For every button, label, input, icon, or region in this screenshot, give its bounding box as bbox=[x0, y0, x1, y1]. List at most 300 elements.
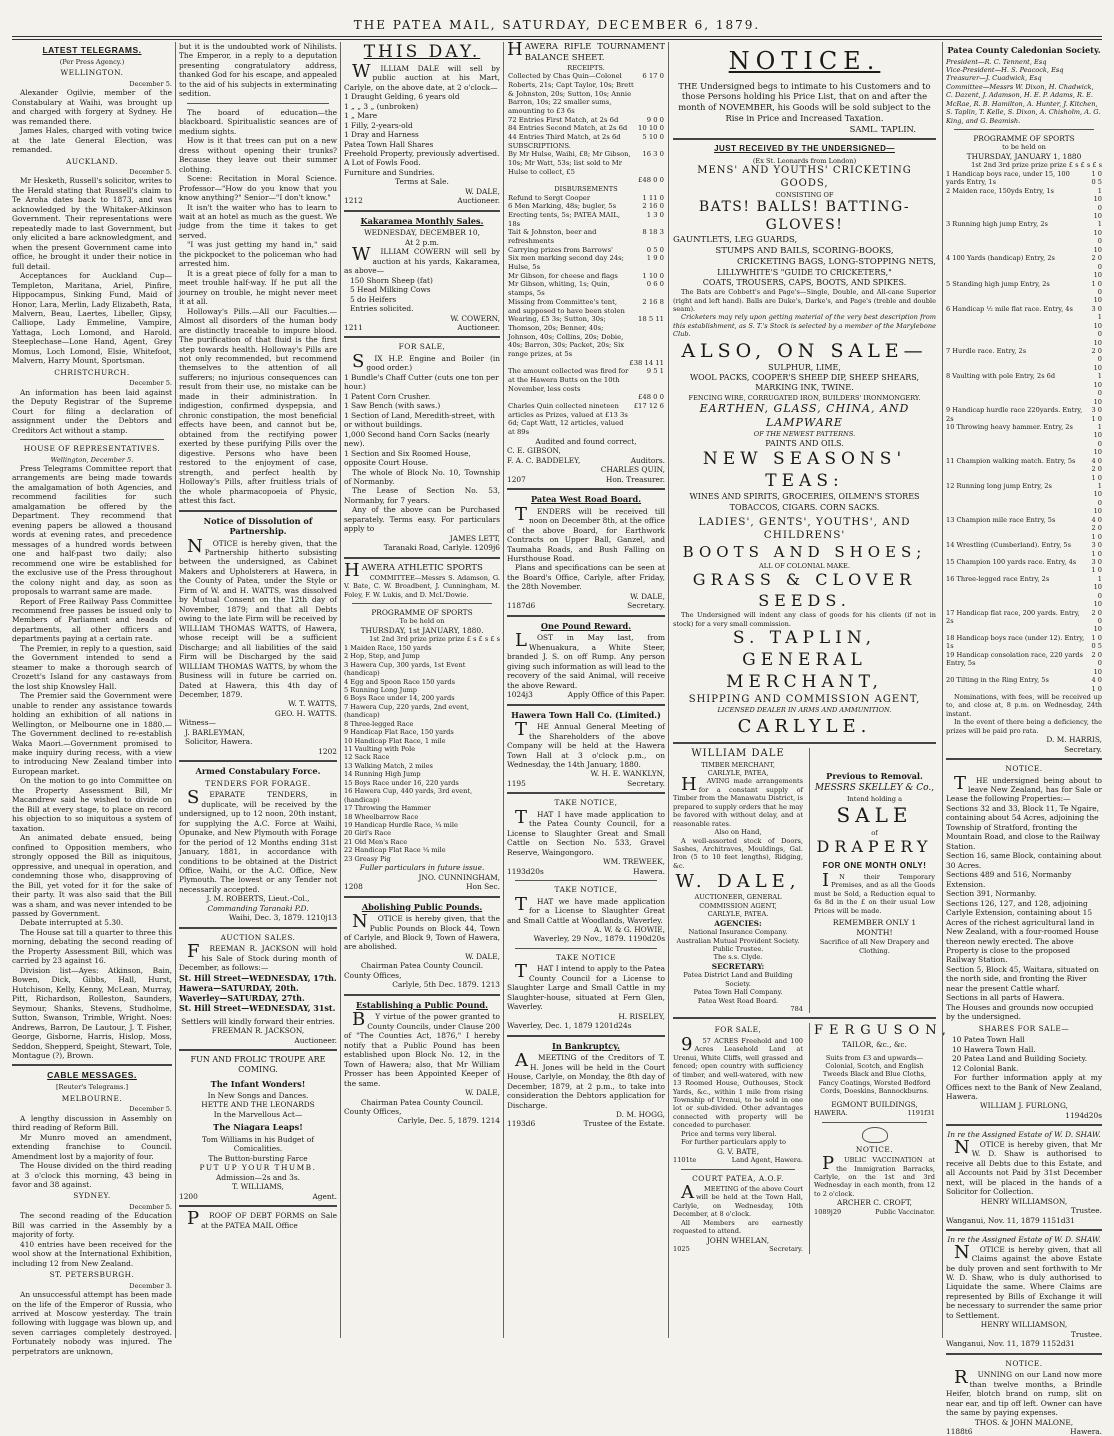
removal-line: Sacrifice of all New Drapery and Clothing. bbox=[819, 938, 930, 955]
signature: Hawera. bbox=[1070, 1427, 1102, 1436]
paragraph: Scene: Recitation in Moral Science. Professor—"How do you know that you know anything?" Senior—"I don't know." bbox=[179, 174, 337, 203]
paragraph: Nominations, with fees, will be received up to, and close at, 8 p.m. on Wednesday, 24th instant. bbox=[946, 692, 1102, 718]
signature: County Offices, bbox=[344, 970, 402, 980]
list-item: 1 Draught Gelding, 6 years old bbox=[344, 92, 460, 102]
list-item: Section 391, Normanby. bbox=[946, 889, 1037, 899]
paragraph: IN their Temporary Premises, and as all the Goods must be Sold, a Reduction equal to 6s 8d in the £ on their usual Low Prices will be made. bbox=[814, 869, 935, 915]
signature: Secretary. bbox=[1064, 744, 1102, 754]
list-item: 11 Vaulting with Pole bbox=[344, 745, 416, 753]
row-label: Mr Gibson, for cheese and flags bbox=[508, 271, 618, 280]
witness-name: J. BARLEYMAN, bbox=[185, 727, 245, 737]
signature: ARCHER C. CROFT, bbox=[837, 1198, 912, 1208]
date: December 5. bbox=[129, 167, 172, 176]
caledonian-events-table bbox=[946, 170, 1102, 693]
list-item: 1 Section and Six Roomed House, opposite Court House. bbox=[344, 448, 471, 468]
newspaper-title: THE PATEA MAIL, SATURDAY, DECEMBER 6, 1879. bbox=[353, 18, 761, 32]
signature: W. DALE, bbox=[465, 951, 500, 961]
goods-line: BATS! BALLS! BATTING-GLOVES! bbox=[698, 199, 911, 234]
dale-items-list bbox=[344, 92, 500, 177]
take-notice-heading: TAKE NOTICE, bbox=[554, 798, 618, 808]
table-row bbox=[507, 133, 665, 142]
divider bbox=[946, 1229, 1102, 1231]
audit-note: Audited and found correct, bbox=[535, 436, 637, 446]
taplin-name: S. TAPLIN, bbox=[732, 628, 877, 649]
table-row bbox=[507, 254, 665, 271]
ad-number: 1200 bbox=[179, 1191, 198, 1201]
divider bbox=[673, 138, 936, 140]
list-item: 9 Handicap Flat Race, 150 yards bbox=[344, 728, 454, 737]
list-item: 1 Maiden Race, 150 yards bbox=[344, 643, 432, 652]
divider bbox=[946, 1124, 1102, 1126]
table-row bbox=[946, 609, 1102, 634]
paragraph: Suits from £3 and upwards—Colonial, Scotch, and English Tweeds Black and Blue Cloths, Fancy Coatings, Worsted Bedford Cords, Doeskins, Bannockburns. bbox=[818, 1053, 931, 1096]
byline: [Reuter's Telegrams.] bbox=[55, 1083, 129, 1092]
goods-line: WOOL PACKS, COOPER'S SHEEP DIP, SHEEP SHEARS, bbox=[689, 373, 920, 383]
divider bbox=[179, 1049, 337, 1051]
divider bbox=[515, 948, 657, 949]
secretary-item: Patea District Land and Building Society. bbox=[683, 971, 793, 988]
table-row bbox=[946, 406, 1102, 423]
signature: CHARLES QUIN, bbox=[600, 465, 665, 475]
paragraph: Alexander Ogilvie, member of the Constabulary at Waihi, was brought up and charged with forgery at Sydney. He was remanded there. bbox=[12, 88, 172, 126]
kakaramea-heading: Kakaramea Monthly Sales. bbox=[360, 215, 484, 226]
table-row bbox=[946, 558, 1102, 575]
this-day-heading: THIS DAY. bbox=[363, 42, 481, 62]
column-5 bbox=[668, 42, 952, 1338]
list-item: Sections in all parts of Hawera. bbox=[946, 993, 1065, 1003]
subheading: CARLYLE, PATEA, bbox=[707, 769, 769, 778]
row-label: 7 Hurdle race. Entry, 2s bbox=[946, 347, 1027, 355]
signature: Taranaki Road, Carlyle. 1209j6 bbox=[383, 543, 500, 553]
divider bbox=[507, 704, 665, 706]
table-row bbox=[946, 541, 1102, 558]
paragraph: The Bats are Cobbett's and Page's—Single, Double, and All-cane Superior (right and left hand). Balls are Duke's, Darke's, and Page's (treble and double seam). bbox=[673, 288, 936, 313]
list-item: 10 Hawera Town Hall. bbox=[952, 1044, 1036, 1054]
paragraph: NOTICE is hereby given, that the Partnership hitherto subsisting between the undersigned, as Cabinet Makers and Upholsterers at Hawera, in the County of Patea, under the Style or Firm of W. and H. WATTS, was dissolved by Mutual Consent on the 12th day of November, 1879; and that all Debts owing to the late Firm will be received by WILLIAM THOMAS WATTS, of Hawera, whose receipt will be a sufficient Discharge; and all liabilities of the said Firm will be Discharged by the said WILLIAM THOMAS WATTS, by whom the Business will in future be carried on. Dated at Hawera, this 4th day of December, 1879. bbox=[179, 535, 337, 699]
goods-line: TOBACCOS, CIGARS. CORN SACKS. bbox=[729, 502, 880, 512]
paragraph: BY virtue of the power granted to County Councils, under Clause 200 of "The Counties Act, 1876," I hereby notify that a Public Pound has been established upon Block No. 12, in the Town of Hawera; also, that Mr William Prosser has been Appointed Keeper of the same. bbox=[344, 1009, 500, 1088]
list-item: 23 Greasy Pig bbox=[344, 854, 391, 863]
paragraph: Cricketers may rely upon getting material of the very best description from this establishment, as S. T.'s Stock is selected by a member of the Marylebone Club. bbox=[673, 313, 936, 339]
dale-line: CARLYLE, PATEA. bbox=[707, 910, 769, 919]
list-item: 5 do Heifers bbox=[350, 294, 397, 304]
fun-line: Admission—2s and 3s. bbox=[216, 1172, 300, 1182]
row-label: 17 Handicap flat race, 200 yards. Entry, 2s bbox=[946, 608, 1080, 625]
list-item: Entries solicited. bbox=[350, 304, 414, 314]
paragraph: An unsuccessful attempt has been made on the life of the Emperor of Russia, who arrived at Moscow yesterday. The train following with luggage was blown up, and seven carriages completely destroyed. Fortunately nobody was injured. The perpetrators are unknown, bbox=[12, 1290, 172, 1356]
signature: Chairman Patea County Council. bbox=[360, 1097, 484, 1107]
caledonian-officers bbox=[946, 58, 1102, 126]
list-item: 12 Colonial Bank. bbox=[952, 1063, 1019, 1073]
subheading: (Ex St. Leonards from London) bbox=[752, 156, 857, 165]
sale-date: WEDNESDAY, DECEMBER 10, bbox=[364, 228, 480, 238]
row-amount: 1 10 0 10 bbox=[1093, 574, 1102, 609]
notice-heading: NOTICE. bbox=[1005, 764, 1043, 774]
divider bbox=[179, 510, 337, 512]
signature: WM. TREWEEK, bbox=[602, 857, 665, 867]
signature: JNO. CUNNINGHAM, bbox=[418, 872, 500, 882]
for-sale-heading: FOR SALE, bbox=[398, 342, 446, 352]
table-row bbox=[507, 124, 665, 133]
paragraph: The Undersigned will indent any class of goods for his clients (if not in stock) for a very small commission. bbox=[673, 611, 936, 628]
list-item: Furniture and Sundries. bbox=[344, 167, 435, 177]
divider bbox=[344, 994, 500, 996]
paragraph: THE undersigned being about to leave New Zealand, has for Sale or Lease the following Properties:— bbox=[946, 772, 1102, 804]
goods-line: EARTHEN, GLASS, CHINA, AND LAMPWARE bbox=[699, 402, 910, 430]
signature: W. COWERN, bbox=[450, 313, 500, 323]
divider bbox=[507, 792, 665, 794]
ad-number: 1024j3 bbox=[507, 690, 533, 700]
fun-line: In New Songs and Dances. bbox=[207, 1091, 309, 1100]
date: December 5. bbox=[129, 1105, 172, 1114]
list-item: The Houses and grounds now occupied by the undersigned. bbox=[946, 1002, 1094, 1022]
royal-crest-icon bbox=[862, 1127, 888, 1143]
paragraph: A well-assorted stock of Doors, Sashes, Architraves, Mouldings, Gal. Iron (5 to 10 feet lengths), Ridging, &c. bbox=[673, 836, 803, 870]
paragraph: Price and terms very liberal. bbox=[681, 1129, 777, 1138]
row-amount: 2 16 0 bbox=[642, 202, 664, 211]
reward-heading: One Pound Reward. bbox=[540, 620, 632, 631]
auction-date: St. Hill Street—WEDNESDAY, 31st. bbox=[179, 1003, 336, 1014]
row-label: Collected by Chas Quin—Colonel Roberts, 21s; Capt Taylor, 10s; Brett & Johnston, 20s; Sutton, 10s; Annie Barron, 10s; 22 smaller sums, amounting to £3 6s bbox=[508, 72, 634, 115]
signature: HENRY WILLIAMSON, bbox=[980, 1320, 1068, 1330]
paragraph: Plans and specifications can be seen at the Board's Office, Carlyle, after Friday, the 28th November. bbox=[507, 563, 665, 592]
ad-number: 1212 bbox=[344, 196, 363, 206]
list-item: 7 Hawera Cup, 220 yards, 2nd event, (handicap) bbox=[344, 702, 469, 720]
row-amount: 1 3 0 bbox=[646, 210, 664, 219]
divider bbox=[507, 615, 665, 617]
table-row bbox=[946, 575, 1102, 609]
row-label: SUBSCRIPTIONS. bbox=[508, 141, 571, 150]
paragraph: James Hales, charged with voting twice at the late General Election, was remanded. bbox=[12, 126, 172, 155]
signature: T. WILLIAMS, bbox=[232, 1182, 284, 1192]
row-label: 10 Throwing heavy hammer. Entry, 2s bbox=[946, 422, 1073, 431]
witness-role: Solicitor, Hawera. bbox=[185, 737, 253, 747]
table-row bbox=[507, 72, 665, 115]
shares-heading: SHARES FOR SALE— bbox=[978, 1023, 1070, 1033]
masthead bbox=[0, 0, 1114, 40]
list-item: 19 Handicap Hurdle Race, ¼ mile bbox=[344, 820, 458, 829]
table-row bbox=[946, 516, 1102, 541]
masthead-rule bbox=[12, 36, 1102, 37]
row-label: Six men marking second day 24s; Hulse, 5s bbox=[508, 254, 624, 272]
table-row bbox=[946, 457, 1102, 482]
row-label: Carrying prizes from Barrows' bbox=[508, 245, 613, 254]
row-label: 6 Men Marking, 48s; bugler, 5s bbox=[508, 202, 617, 211]
row-amount: 4 0 2 0 1 0 bbox=[1091, 456, 1102, 482]
signature: Waihi, Dec. 3, 1879. 1210j13 bbox=[228, 913, 337, 923]
auditors-label: Auditors. bbox=[630, 455, 665, 465]
agency: National Insurance Company. bbox=[688, 928, 788, 937]
row-label: Tait & Johnston, beer and refreshments bbox=[508, 228, 597, 245]
carlyle-heading: CARLYLE. bbox=[737, 715, 872, 737]
table-row bbox=[946, 187, 1102, 221]
list-item: 20 Patea Land and Building Society. bbox=[952, 1054, 1088, 1064]
signature: A. W. & G. HOWIE, bbox=[593, 925, 665, 934]
table-row bbox=[946, 305, 1102, 347]
list-item: 18 Wheelbarrow Race bbox=[344, 812, 419, 821]
row-amount: 9 0 0 bbox=[646, 115, 664, 124]
list-item: 13 Walking Match, 2 miles bbox=[344, 761, 433, 770]
balance-table bbox=[507, 367, 665, 437]
dale-line: AUCTIONEER, GENERAL COMMISSION AGENT, bbox=[694, 893, 782, 910]
paragraph: It is a great piece of folly for a man to meet trouble half-way. If he put all the journey on trouble, he might never meet it at all. bbox=[179, 268, 337, 307]
table-row bbox=[946, 170, 1102, 187]
paragraph: An animated debate ensued, being confined to Opposition members, who strongly opposed the Bill as iniquitous, oppressive, and unequal in operation, and condemning those who, disapproving of the Bill, yet voted for it for the sake of their party. It was also said that the Bill was a sham, and was never intended to be passed by Government. bbox=[12, 833, 172, 918]
table-row bbox=[946, 423, 1102, 457]
agencies-heading: AGENCIES: bbox=[714, 918, 762, 928]
paragraph: For further particulars apply to bbox=[681, 1138, 786, 1147]
signature: THOS. & JOHN MALONE, bbox=[974, 1417, 1074, 1427]
subheading: TENDERS FOR FORAGE. bbox=[205, 778, 311, 788]
auditor: F. A. C. BADDELEY, bbox=[507, 455, 581, 465]
divider bbox=[179, 1205, 337, 1207]
row-amount: £48 0 0 bbox=[638, 176, 664, 185]
secretary-heading: SECRETARY: bbox=[711, 961, 765, 971]
dateline-christchurch: CHRISTCHURCH. bbox=[54, 367, 130, 377]
agency: The s.s. Clyde. bbox=[713, 953, 763, 962]
list-item: 1,000 Second hand Corn Sacks (nearly new). bbox=[344, 429, 490, 449]
row-amount: 0 6 0 bbox=[646, 280, 664, 289]
sale-time: At 2 p.m. bbox=[404, 237, 439, 247]
fun-line: PUT UP YOUR THUMB. bbox=[199, 1163, 317, 1173]
paragraph: NOTICE is hereby given, that Mr W. D. Shaw is authorised to receive all Debts due to this Estate, and all Accounts not Paid by 31st December next, will be placed in the hands of a Solicitor for Collection. bbox=[946, 1136, 1102, 1197]
row-amount: 1 9 0 bbox=[646, 254, 664, 263]
signature: SAML. TAPLIN. bbox=[849, 123, 916, 134]
notice-heading: NOTICE. bbox=[728, 47, 881, 75]
paragraph: THE Annual General Meeting of the Shareholders of the above Company will be held at the Hawera Town Hall at 3 o'clock p.m., on Wednesday, the 14th January, 1880. bbox=[507, 719, 665, 769]
divider bbox=[822, 1122, 927, 1123]
fun-line: HETTE AND THE LEONARDS bbox=[201, 1100, 315, 1110]
goods-line: CRICKETING BAGS, LONG-STOPPING NETS, bbox=[737, 256, 936, 267]
divider bbox=[179, 760, 337, 762]
fun-line: The Niagara Leaps! bbox=[213, 1122, 303, 1133]
apply-note: Apply Office of this Paper. bbox=[567, 690, 665, 700]
table-row bbox=[507, 359, 665, 368]
divider bbox=[352, 603, 492, 604]
paragraph: "I was just getting my hand in," said the pickpocket to the policeman who had arrested him. bbox=[179, 240, 337, 269]
table-row bbox=[507, 298, 665, 315]
signature: W. T. WATTS, bbox=[288, 699, 337, 709]
drapery-word: DRAPERY bbox=[816, 837, 933, 857]
row-amount: 1 10 0 10 bbox=[1093, 372, 1102, 406]
programme-heading: PROGRAMME OF SPORTS bbox=[371, 607, 473, 617]
ad-number: 1193d20s bbox=[507, 866, 544, 876]
list-item: 8 Three-legged Race bbox=[344, 719, 414, 728]
goods-line: CONSISTING OF bbox=[775, 190, 834, 199]
list-item: Patea Town Hall Shares bbox=[344, 139, 434, 149]
signature: Auctioneer. bbox=[457, 196, 500, 206]
goods-line: PAINTS AND OILS. bbox=[765, 438, 844, 448]
table-row bbox=[507, 194, 665, 203]
programme-date: THURSDAY, JANUARY 1, 1880 bbox=[966, 151, 1082, 161]
list-item: 10 Handicap Flat Race, 1 mile bbox=[344, 736, 446, 745]
row-amount: 6 17 0 bbox=[642, 72, 664, 81]
ad-number: 1211 bbox=[344, 322, 363, 332]
paragraph: The Premier said the Government were unable to render any assistance towards holding an exhibition of all nations in Wellington, or Melbourne one in 1880.—The Government declined to re-establish Waka Maori.—Government promised to make inquiry during recess, with a view to introducing New Zealand timber into European market. bbox=[12, 691, 172, 776]
row-amount bbox=[637, 142, 665, 151]
list-item: Sections 489 and 516, Normanby Extension. bbox=[946, 870, 1072, 889]
signature: Agent. bbox=[312, 1191, 337, 1201]
paragraph: It isn't the waiter who has to learn to wait at an hotel as much as the guest. We judge from the time it takes to get served. bbox=[179, 202, 337, 240]
goods-line: SULPHUR, LIME, bbox=[768, 363, 841, 373]
row-amount: 8 18 3 bbox=[642, 228, 664, 237]
row-label: Refund to Sergt Cooper bbox=[508, 193, 591, 202]
removal-line: Intend holding a bbox=[846, 794, 903, 803]
list-item: Freehold Property, previously advertised. bbox=[344, 148, 500, 158]
ad-number: 1025 bbox=[673, 1245, 690, 1254]
paragraph: Report of Free Railway Pass Committee recommend free passes be issued only to Members of Parliament and heads of departments, all other officers and departments paying at a certain rate. bbox=[12, 596, 172, 644]
land-sale-column bbox=[673, 1023, 803, 1253]
row-amount: 3 0 1 0 bbox=[1091, 541, 1102, 558]
shipping-agent: SHIPPING AND COMMISSION AGENT, bbox=[688, 693, 921, 705]
subheading: Also on Hand, bbox=[714, 828, 762, 837]
athletic-events-list bbox=[344, 644, 500, 863]
paragraph: How is it that trees can put on a new dress without opening their trunks? Because they leave out their summer clothing. bbox=[179, 136, 337, 174]
signature: Hon Sec. bbox=[466, 882, 500, 892]
table-row bbox=[946, 280, 1102, 305]
list-item: 5 Running Long Jump bbox=[344, 685, 417, 694]
agency: Australian Mutual Provident Society. bbox=[676, 936, 800, 945]
row-amount: 1 0 0 5 bbox=[1091, 633, 1102, 651]
table-row bbox=[507, 315, 665, 358]
paragraph: SEPARATE TENDERS, in duplicate, will be received by the undersigned, up to 12 noon, 20th instant, for supplying the A.C. Force at Waihi, Opunake, and New Plymouth with Forage for the period of 12 Months ending 31st January, 1881, in accordance with conditions to be obtained at the District Office, Waihi, or the A.C. Office, New Plymouth. The lowest or any Tender not necessarily accepted. bbox=[179, 787, 337, 894]
byline: (Per Press Agency.) bbox=[59, 57, 125, 66]
prizes-amount: £17 12 6 bbox=[633, 402, 664, 411]
row-amount: 1 0 0 10 bbox=[1091, 279, 1102, 305]
signature: Chairman Patea County Council. bbox=[360, 961, 484, 971]
dateline-sydney: SYDNEY. bbox=[73, 1191, 111, 1201]
ad-number: 1194d20s bbox=[1065, 1110, 1102, 1120]
date: December 3. bbox=[129, 1281, 172, 1290]
programme-sub: to be held on bbox=[1002, 143, 1046, 152]
row-amount: 3 0 1 10 0 10 bbox=[1091, 304, 1102, 347]
properties-list bbox=[946, 804, 1102, 1022]
list-item: 1 „ „ 3 „ (unbroken) bbox=[344, 101, 419, 111]
signature: Auctioneer. bbox=[294, 1035, 337, 1045]
divider bbox=[681, 1169, 795, 1170]
table-row bbox=[946, 347, 1102, 372]
balance-amount: 9 5 1 bbox=[646, 367, 664, 376]
list-item: 1 Saw Bench (with saws.) bbox=[344, 401, 441, 411]
divider bbox=[344, 210, 500, 212]
ad-number: 1195 bbox=[507, 778, 526, 788]
shaw-estate-heading: In re the Assigned Estate of W. D. SHAW. bbox=[947, 1130, 1101, 1140]
ad-number: 1188t6 bbox=[946, 1427, 973, 1436]
programme-date: THURSDAY, 1st JANUARY, 1880. bbox=[360, 625, 484, 635]
signature: HENRY WILLIAMSON, bbox=[980, 1196, 1068, 1206]
list-item: 1 Patent Corn Crusher. bbox=[344, 391, 431, 401]
armed-constabulary-heading: Armed Constabulary Force. bbox=[195, 766, 321, 777]
signature: W. DALE, bbox=[630, 591, 665, 601]
prizes-text: Charles Quin collected nineteen articles as Prizes, valued at £13 3s 6d; Capt Watt, 12 articles, valued at 89s bbox=[508, 402, 628, 437]
signature: Trustee. bbox=[1070, 1329, 1102, 1339]
dateline-st-petersburgh: ST. PETERSBURGH. bbox=[49, 1270, 135, 1280]
fun-line: The Infant Wonders! bbox=[210, 1078, 306, 1089]
dissolution-heading: Notice of Dissolution of Partnership. bbox=[203, 515, 313, 536]
house-heading: HOUSE OF REPRESENTATIVES. bbox=[23, 444, 161, 454]
shaw-estate-heading: In re the Assigned Estate of W. D. SHAW. bbox=[947, 1235, 1101, 1245]
table-row bbox=[946, 676, 1102, 693]
list-item: 15 Boys Race under 16, 220 yards bbox=[344, 778, 459, 787]
table-row bbox=[946, 220, 1102, 254]
signature: FREEMAN R. JACKSON, bbox=[211, 1026, 305, 1036]
table-row bbox=[946, 372, 1102, 406]
goods-line: GAUNTLETS, LEG GUARDS, bbox=[673, 234, 798, 245]
programme-sub: To be held on bbox=[399, 617, 445, 626]
list-item: 1 Section of Land, Meredith-street, with or without buildings. bbox=[344, 410, 495, 430]
row-label: 44 Entries Third Match, at 2s 6d bbox=[508, 133, 621, 141]
row-label: 2 Maiden race, 150yds Entry, 1s bbox=[946, 186, 1054, 195]
signature: Carlyle, 5th Dec. 1879. 1213 bbox=[392, 980, 500, 990]
dateline-wellington: WELLINGTON. bbox=[60, 68, 124, 78]
auction-note: Settlers will kindly forward their entries. bbox=[181, 1016, 335, 1026]
signature: JOHN WHELAN, bbox=[706, 1235, 770, 1245]
paragraph: The House sat till a quarter to three this morning, debating the second reading of the Property Assessment Bill, which was carried by 23 against 16. bbox=[12, 927, 172, 966]
row-label: By Mr Hulse, Waihi, £8; Mr Gibson, 10s; Mr Watt, 53s; list sold to Mr Hulse to collect, £5 bbox=[508, 150, 631, 176]
row-label: 18 Handicap boys race (under 12). Entry, 1s bbox=[946, 633, 1085, 651]
west-road-board-heading: Patea West Road Board. bbox=[530, 494, 642, 505]
abolishing-pounds-heading: Abolishing Public Pounds. bbox=[361, 901, 483, 912]
row-amount: 3 0 1 0 bbox=[1091, 557, 1102, 575]
just-received-heading: JUST RECEIVED BY THE UNDERSIGNED— bbox=[714, 144, 895, 154]
programme-note: Fuller particulars in future issue. bbox=[359, 863, 485, 873]
officer-line: President—R. C. Tennent, Esq bbox=[946, 57, 1047, 66]
list-item: Sections 32 and 33, Block 11, Te Ngaire, containing about 54 Acres, adjoining the Township of Stratford, fronting the Mountain Road, and close to the Railway Station. bbox=[946, 803, 1100, 851]
signature: Wanganui, Nov. 11, 1879 1152d31 bbox=[946, 1339, 1075, 1349]
signature: County Offices, bbox=[344, 1106, 402, 1116]
paragraph: THAT I intend to apply to the Patea County Council for a License to Slaughter Large and Small Cattle in my Slaughter-house, situated at Fern Glen, Waverley. bbox=[507, 961, 665, 1012]
row-amount: 1 10 0 bbox=[642, 271, 664, 280]
row-amount: 2 0 0 10 bbox=[1091, 347, 1102, 372]
terms: Terms at Sale. bbox=[395, 177, 449, 187]
one-month-only: FOR ONE MONTH ONLY! bbox=[822, 860, 927, 870]
receipts-table bbox=[507, 72, 665, 185]
paragraph: SIX H.P. Engine and Boiler (in good order.) bbox=[352, 350, 500, 373]
divider bbox=[673, 742, 936, 744]
table-row bbox=[946, 254, 1102, 279]
goods-line: MENS' AND YOUTHS' CRICKETING GOODS, bbox=[697, 165, 912, 189]
list-item: 16 Hawera Cup, 440 yards, 3rd event, (handicap) bbox=[344, 787, 473, 804]
paragraph: Mr Hesketh, Russell's solicitor, writes to the Herald stating that Russell's claim to Te Aroha dates back to 1873, and was acknowledged by the Whitaker-Atkinson Government. Their representations were repeatedly made to last Government, but only elicited a bare acknowledgment, and when the present Government came into office, he brought it under their notice in full detail. bbox=[12, 176, 172, 271]
signature: D. M. HARRIS, bbox=[1046, 735, 1102, 745]
list-item: 20 Girl's Race bbox=[344, 829, 392, 838]
ad-number: 1191f31 bbox=[907, 1109, 935, 1118]
dateline-auckland: AUCKLAND. bbox=[66, 156, 118, 166]
row-amount: 3 0 1 0 bbox=[1091, 406, 1102, 423]
table-row bbox=[507, 280, 665, 297]
list-item: 4 Egg and Spoon Race 150 yards bbox=[344, 677, 455, 686]
date: December 5. bbox=[129, 379, 172, 388]
disbursements-heading: DISBURSEMENTS bbox=[554, 185, 618, 194]
paragraph: Any of the above can be Purchased separately. Terms easy. For particulars apply to bbox=[344, 505, 500, 534]
list-item: 2 Hop, Step, and Jump bbox=[344, 652, 420, 661]
paragraph: Division list—Ayes: Atkinson, Bain, Bowen, Dick, Gibbs, Hall, Hurst, Hutchison, Kelly, Kenny, McLean, Murray, Pitt, Richardson, Rolleston, Saunders, Seymour, Shanks, Stevens, Studholme, Sutton, Swanson, Trimble, Wright. Noes: Andrews, Barron, De Lautour, J. T. Fisher, George, Gisborne, Harris, Hislop, Moss, Seddon, Shepperd, Speight, Stewart, Tole, Montague (?), Brown. bbox=[12, 965, 172, 1060]
signature: Carlyle, Dec. 5, 1879. 1214 bbox=[397, 1116, 500, 1126]
row-label: 13 Champion mile race Entry, 5s bbox=[946, 515, 1056, 524]
paragraph: THE Undersigned begs to intimate to his Customers and to those Persons holding his Price List, that on and after the month of NOVEMBER, his Goods will be sold subject to the Rise in Price and Increased Taxation. bbox=[678, 80, 931, 123]
removal-column bbox=[809, 748, 935, 1014]
list-item: Section 5, Block 45, Waitara, situated on the north side, and fronting the River near the present Cattle wharf. bbox=[946, 964, 1099, 993]
row-amount: 16 3 0 bbox=[642, 150, 664, 159]
ad-number: 1187d6 bbox=[507, 601, 536, 611]
removal-line: of bbox=[871, 828, 878, 837]
list-item: 5 Head Milking Cows bbox=[350, 285, 431, 295]
paragraph: HAVING made arrangements for a constant supply of Timber from the Manawatu District, is prepared to supply orders that he may be favored with without delay, and at reasonable rates. bbox=[673, 774, 803, 828]
goods-line: STUMPS AND BAILS, SCORING-BOOKS, bbox=[715, 245, 894, 256]
paragraph: NOTICE is hereby given, that the Public Pounds on Block 44, Town of Carlyle, and Block 9, Town of Hawera, are abolished. bbox=[344, 911, 500, 952]
location: HAWERA. bbox=[814, 1109, 848, 1118]
establishing-pound-heading: Establishing a Public Pound. bbox=[355, 999, 488, 1010]
